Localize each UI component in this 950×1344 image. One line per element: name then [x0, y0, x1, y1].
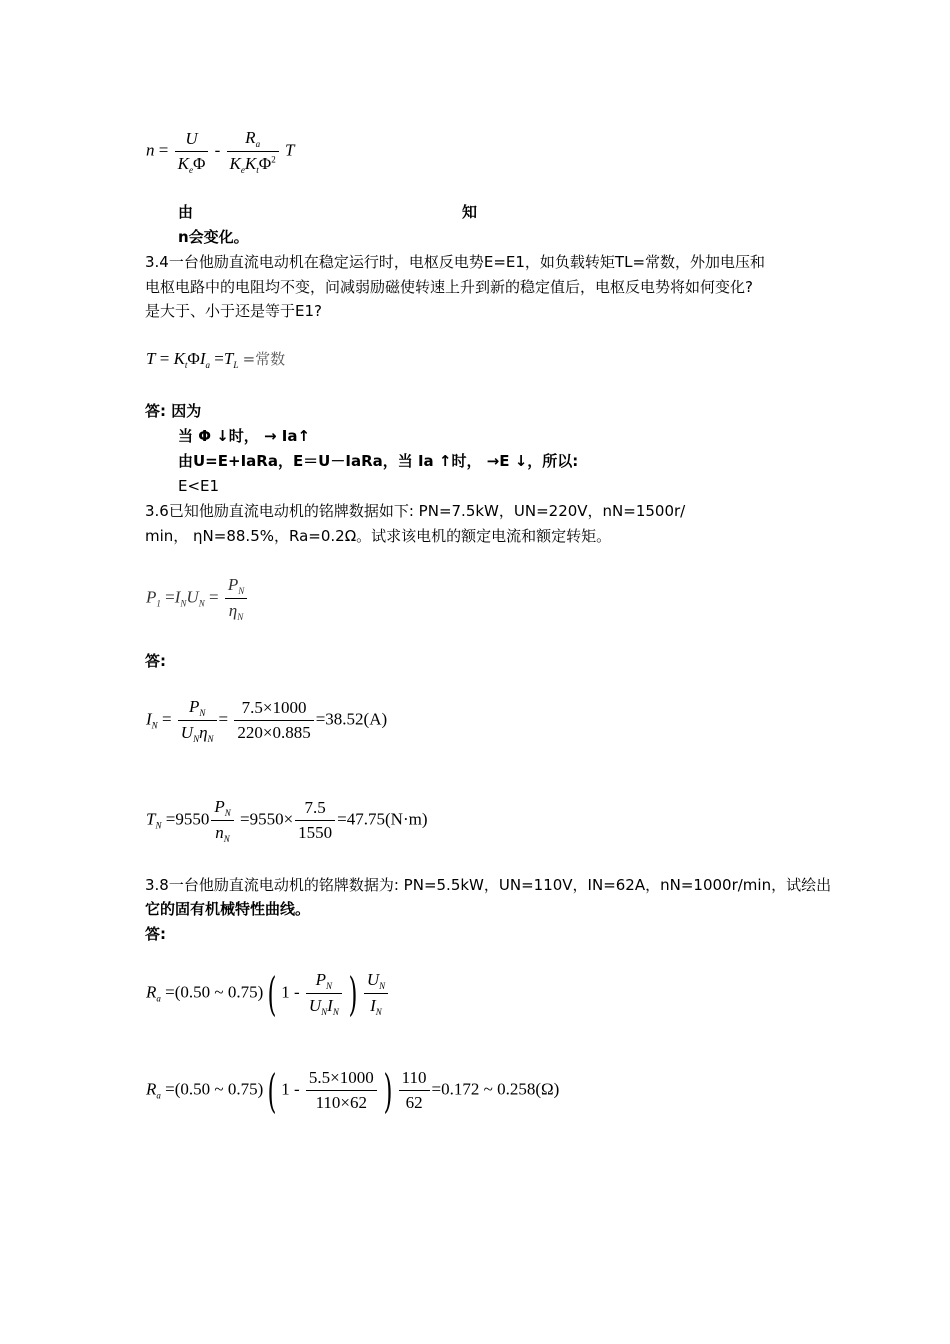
- formula-p1: $P_1 =I_NU_N$ = $\frac{P_N}{\eta_N}$: [146, 575, 249, 622]
- q38-line2: 它的固有机械特性曲线。: [145, 900, 311, 918]
- in-result: =38.52(A): [315, 709, 388, 729]
- ra-calc-den2: 62: [405, 1093, 423, 1112]
- formula-n: n: [146, 140, 155, 160]
- in-denominator: 220×0.885: [237, 723, 311, 742]
- fraction-ra-over-kektphi2: [227, 128, 279, 175]
- in-numerator: 7.5×1000: [234, 698, 313, 721]
- tn-result: =47.75(N·m): [337, 809, 428, 829]
- formula-ra-range: $R_a =(0.50$ ~ 0.75)( 1 - $\frac{P_N}{U_NI_N}$ ) $\frac{U_N}{I_N}$: [146, 970, 390, 1017]
- answer-34-line2: 由U=E+IaRa，E＝U－IaRa，当 Ia ↑时， →E ↓，所以:: [178, 452, 579, 470]
- text-you: 由: [178, 203, 194, 221]
- denominator-kektphi2: $K_eK_t\Phi^2$: [229, 154, 276, 175]
- tn-const2: =9550×: [239, 809, 294, 829]
- fraction-in-values: [234, 698, 313, 743]
- fraction-110-over-62: [399, 1068, 430, 1113]
- formula-const-text: =常数: [242, 350, 286, 368]
- formula-in: $I_N$ = $\frac{P_N}{U_N\eta_N}$ = $\frac{7.5\times 1000}{220\times 0.885}$ =38.52(A): [146, 697, 388, 744]
- q36-line2: min， ηN=88.5%，Ra=0.2Ω。试求该电机的额定电流和额定转矩。: [145, 527, 612, 545]
- ra-range-coef: =(0.50 ~ 0.75): [165, 982, 264, 1002]
- formula-eq: =: [158, 140, 169, 160]
- answer-34-line3: E<E1: [178, 477, 220, 495]
- numerator-ra: $R_a$: [227, 128, 279, 152]
- ra-calc-result: =0.172 ~ 0.258(Ω): [431, 1079, 560, 1099]
- formula-n-speed: [146, 128, 294, 175]
- formula-minus: -: [214, 140, 221, 160]
- fraction-pn-over-eta: $\frac{P_N}{\eta_N}$: [225, 575, 247, 622]
- tn-numerator: 7.5: [295, 798, 335, 821]
- fraction-pn-over-un-eta: $\frac{P_N}{U_N\eta_N}$: [178, 697, 217, 744]
- answer-34-line1: 当 Φ ↓时， → Ia↑: [178, 427, 311, 445]
- answer-34-because: 答: 因为: [145, 402, 202, 420]
- tn-denominator: 1550: [298, 823, 333, 842]
- q34-line2: 电枢电路中的电阻均不变，问减弱励磁使转速上升到新的稳定值后，电枢反电势将如何变化?: [145, 278, 753, 296]
- formula-t: T: [284, 140, 295, 160]
- formula-tn: $T_N =9550$ $\frac{P_N}{n_N}$ =9550× $\frac{7.5}{1550}$ =47.75(N·m): [146, 797, 428, 844]
- numerator-u: U: [175, 129, 209, 152]
- fraction-pn-over-unin: $\frac{P_N}{U_NI_N}$: [306, 970, 342, 1017]
- q38-line1: 3.8一台他励直流电动机的铭牌数据为: PN=5.5kW，UN=110V，IN=62A，nN=1000r/min，试绘出: [145, 876, 832, 894]
- ra-calc-num2: 110: [399, 1068, 430, 1091]
- q36-line1: 3.6已知他励直流电动机的铭牌数据如下: PN=7.5kW，UN=220V，nN=1500r/: [145, 502, 686, 520]
- ra-calc-one-minus: 1 -: [281, 1079, 300, 1099]
- denominator-kephi: $K_e\Phi$: [177, 153, 206, 175]
- fraction-ra-values: [306, 1068, 377, 1113]
- fraction-u-over-kephi: [175, 129, 209, 175]
- formula-torque: $T = K_t\Phi I_a =T_L$ =常数: [146, 349, 286, 370]
- text-zhi: 知: [462, 203, 478, 221]
- text-n-change: n会变化。: [178, 228, 249, 246]
- ra-one-minus: 1 -: [281, 982, 300, 1002]
- ra-calc-coef: =(0.50 ~ 0.75): [165, 1079, 264, 1099]
- q34-line1: 3.4一台他励直流电动机在稳定运行时，电枢反电势E=E1，如负载转矩TL=常数，外加电压和: [145, 253, 766, 271]
- fraction-tn-values: [295, 798, 335, 843]
- q34-line3: 是大于、小于还是等于E1?: [145, 302, 322, 320]
- fraction-pn-over-nn: $\frac{P_N}{n_N}$: [211, 797, 233, 844]
- fraction-un-over-in: $\frac{U_N}{I_N}$: [364, 970, 388, 1017]
- ra-calc-denominator: 110×62: [315, 1093, 368, 1112]
- answer-36-label: 答:: [145, 652, 166, 670]
- tn-const1: =9550: [165, 809, 210, 829]
- answer-38-label: 答:: [145, 925, 166, 943]
- ra-calc-numerator: 5.5×1000: [306, 1068, 377, 1091]
- formula-ra-calc: $R_a =(0.50$ ~ 0.75)( 1 - $\frac{5.5\times 1000}{110\times 62}$ ) $\frac{110}{62}$ =0.172 ~ 0.258(Ω): [146, 1063, 560, 1118]
